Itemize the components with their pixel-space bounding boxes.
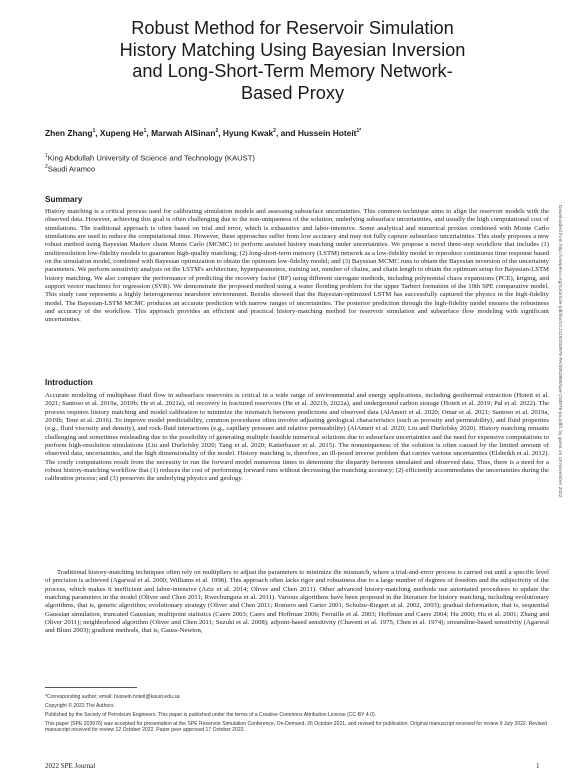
title-line: Based Proxy (240, 82, 345, 103)
author-separator: , and (275, 128, 298, 138)
title-line: History Matching Using Bayesian Inversion (119, 39, 466, 60)
author-list (45, 128, 545, 138)
footnote-corresponding-author: *Corresponding author; email: hussein.hoteit@kaust.edu.sa (45, 694, 180, 700)
author-separator: , (95, 128, 100, 138)
author-name: Hussein Hoteit (297, 128, 357, 138)
author-name: Zhen Zhang (45, 128, 93, 138)
affiliation-mark: 1 (45, 153, 48, 159)
paper-title (40, 18, 545, 104)
affiliation-text: Saudi Aramco (47, 164, 96, 174)
author-separator: , (218, 128, 223, 138)
summary-text: History matching is a critical process used for calibrating simulation models and assessing subsurface uncertainties. This common technique aims to align the reservoir models with the observed data. However, achieving this goal is often challenging due to the non-uniqueness of the solution, underlying subsurface uncertainties, and usually the high computational cost of simulations. The traditional approach is often based on trial and error, which is exhaustive and labor-intensive. Some analytical and numerical proxies combined with Monte Carlo simulations are used to reduce the computational time. However, these approaches suffer from low accuracy and may not fully capture subsurface uncertainties. This study proposes a new robust method using Bayesian Markov chain Monte Carlo (MCMC) to perform assisted history matching under uncertainties. We propose a novel three-step workflow that includes (1) multiresolution low-fidelity models to guarantee high-quality matching; (2) long-short-term memory (LSTM) network as a low-fidelity model to reproduce continuous time response based on the simulation model, combined with Bayesian optimization to obtain the optimum low-fidelity model; and (3) Bayesian MCMC runs to obtain the Bayesian inversion of the uncertainty parameters. We perform sensitivity analysis on the LSTM's architecture, hyperparameters, training set, number of chains, and chain length to obtain the optimum setup for Bayesian-LSTM history matching. We also compare the performance of predicting the recovery factor (RF) using different surrogate methods, including polynomial chaos expansions (PCE), kriging, and support vector machines for regression (SVR). We demonstrate the proposed method using a water flooding problem for the upper Tarbert formation of the 10th SPE comparative model. This study case represents a highly heterogeneous nearshore environment. Results showed that the Bayesian-optimized LSTM has successfully captured the physics in the high-fidelity model. The Bayesian-LSTM MCMC produces an accurate prediction with narrow ranges of uncertainties. The posterior prediction through the high-fidelity model ensures the robustness and accuracy of the workflow. This approach provides an efficient and practical history-matching method for reservoir simulation and subsurface flow modeling with significant uncertainties. (45, 208, 549, 324)
author-affil-mark: 1 (143, 128, 147, 135)
affiliation-mark: 2 (45, 164, 48, 170)
author-name: Marwah AlSinan (151, 128, 216, 138)
author-affil-mark: 1 (92, 128, 96, 135)
footnote-history: This paper (SPE 203976) was accepted for presentation at the SPE Reservoir Simulation Conference, On-Demand, 26 October 2021, and revised for publication. Original manuscript received for review 9 July 2022. Revised manuscript received for review 12 October 2022. Paper peer approved 17 October 2022. (45, 721, 547, 734)
introduction-paragraph: Traditional history-matching techniques often rely on multipliers to adjust the parameters to minimize the mismatch, where a trial-and-error process is carried out until a specific level of precision is achieved (Agarwal et al. 2000; Williams et al. 1998). This approach often lacks rigor and robustness due to a large number of degrees of freedom and the subjectivity of the process, which makes it inefficient and labor-intensive (Aziz et al. 2014; Oliver and Chen 2011). Other advanced history-matching methods use automated procedures to update the matching parameters in the model (Oliver and Chen 2011; Rwechungura et al. 2011). Various algorithms have been proposed in the literature for history matching, including evolutionary algorithms, that is, genetic algorithm; evolutionary strategy (Oliver and Chen 2011; Romero and Carter 2001; Schulze-Riegert et al. 2002, 2003); gradual deformation, that is, sequential Gaussian simulation, truncated Gaussian, multipoint statistics (Caers 2003; Caers and Hoffman 2006; Ferraille et al. 2003; Hoffman and Caers 2004; Hu 2000; Hu et al. 2001; Zhang and Oliver 2011); neighborhood algorithm (Oliver and Chen 2011; Suzuki et al. 2008); adjoint-based sensitivity (Chavent et al. 1975; Chen et al. 1974); streamline-based sensitivity (Agarwal and Blunt 2003); gradient methods, that is, Gauss-Newton, (45, 569, 549, 635)
author-affil-mark: 2 (273, 128, 276, 135)
journal-name: 2022 SPE Journal (45, 762, 96, 770)
footnote-divider (45, 687, 137, 688)
footnote-license: Published by the Society of Petroleum Engineers. This paper is published under the terms of a Creative Commons Attribution License (CC-BY 4.0). (45, 712, 377, 718)
introduction-heading: Introduction (45, 378, 93, 387)
title-line: and Long-Short-Term Memory Network- (132, 61, 453, 81)
introduction-paragraph: Accurate modeling of multiphase fluid flow in subsurface reservoirs is critical in a wide range of environmental and energy applications, including geothermal extraction (Hoteit et al. 2021; Santoso et al. 2019a, 2019b; He et al. 2021a), oil recovery in fractured reservoirs (He et al. 2021b, 2022a), and underground carbon storage (Hoteit et al. 2019; Pal et al. 2022). The process requires history matching and model calibration to minimize the mismatch between predictions and observed data (AlAmeri et al. 2020; Omar et al. 2021; Santoso et al. 2019a, 2019b; Tene et al. 2016). To improve model predictability, common procedures often involve adjusting geological characteristics (such as porosity and permeability), and fluid properties (e.g., fluid viscosity and density), and rock-fluid interactions (e.g., capillary pressure and relative permeability) (AlAmeri et al. 2020; Liu and Durlofsky 2020). History matching remains challenging and sometimes misleading due to the possibility of generating multiple feasible numerical solutions due to subsurface uncertainties and the need for expensive computations to perform high-resolution simulations (Liu and Durlofsky 2020; Tang et al. 2020; Katterbauer et al. 2015). The nonuniqueness of the solution is often caused by the limited amount of observed data, uncertainties, and the high dimensionality of the model. History matching is, therefore, an ill-posed inverse problem that carries various uncertainties (Elsheikh et al. 2012). The costly computations result from the necessity to run the forward model numerous times to determine the disparity between simulated and observed data. Thus, there is a need for a robust history-matching workflow that (1) reduces the cost of performing forward runs without decreasing the matching accuracy; (2) efficiently accommodates the uncertainties during the calibration process; and (3) preserves the underlying physics and geology. (45, 392, 549, 483)
affiliation (45, 164, 545, 174)
download-watermark: Downloaded from http://onepetro.org/SJ/article-pdf/doi/10.2118/203976-PA/3053986/spe-203976-pa.pdf/1 by guest on 19 November 2022 (557, 205, 562, 498)
author-name: Hyung Kwak (222, 128, 274, 138)
affiliation (45, 153, 545, 163)
author-separator: , (146, 128, 152, 138)
title-line: Robust Method for Reservoir Simulation (131, 18, 454, 38)
footnote-copyright: Copyright © 2022 The Authors. (45, 703, 115, 709)
page-number: 1 (536, 762, 540, 770)
author-affil-mark: 2 (215, 128, 219, 135)
summary-heading: Summary (45, 195, 83, 204)
affiliation-text: King Abdullah University of Science and Technology (KAUST) (47, 153, 255, 163)
author-affil-mark: 1* (356, 128, 362, 135)
author-name: Xupeng He (99, 128, 144, 138)
